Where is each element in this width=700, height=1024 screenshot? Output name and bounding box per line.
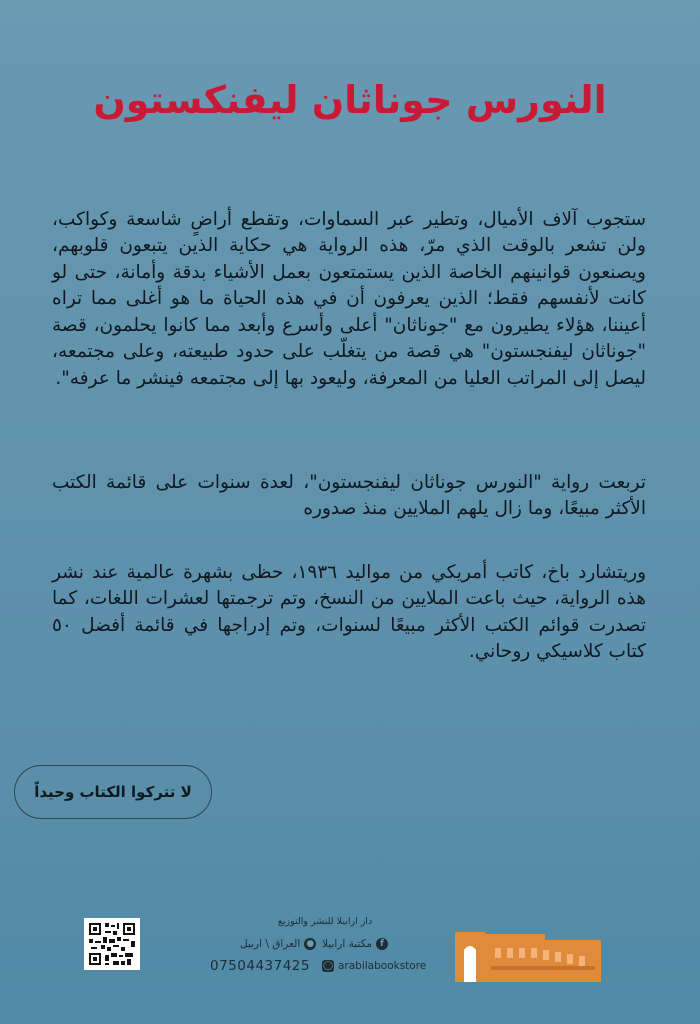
location-icon: ● (304, 938, 316, 950)
instagram-contact (322, 960, 426, 972)
arabila-logo (455, 924, 601, 982)
facebook-icon: f (376, 938, 388, 950)
synopsis-paragraph: ستجوب آلاف الأميال، وتطير عبر السماوات، وتقطع أراضٍ شاسعة وكواكب، ولن تشعر بالوقت الذي مرّ، هذه الرواية هي حكاية الذين يتبعون قلوبهم، ويصنعون قوانينهم الخاصة الذين يستمتعون بعمل الأشياء بدقة وأمانة، حتى لو كانت لأنفسهم فقط؛ الذين يعرفون أن في هذه الحياة ما هو أغلى مما تراه أعيننا، هؤلاء يطيرون مع "جوناثان" أعلى وأسرع وأبعد مما كانوا يحلمون، قصة "جوناثان ليفنجستون" هي قصة من يتغلّب على حدود طبيعته، وعلى مجتمعه، ليصل إلى المراتب العليا من المعرفة، وليعود بها إلى مجتمعه فينشر ما عرفه". (52, 208, 646, 389)
author-paragraph: وريتشارد باخ، كاتب أمريكي من مواليد ١٩٣٦، حظى بشهرة عالمية عند نشر هذه الرواية، حيث باعت الملايين من النسخ، وتم ترجمتها لعشرات اللغات، كما تصدرت قوائم الكتب الأكثر مبيعًا لسنوات، وتم إدراجها في قائمة أفضل ٥٠ كتاب كلاسيكي روحاني. (52, 561, 647, 662)
location-contact (240, 938, 316, 950)
book-title: النورس جوناثان ليفنكستون (93, 78, 607, 122)
phone-contact (210, 958, 310, 974)
tagline-badge (14, 765, 212, 819)
qr-code-icon (87, 921, 137, 967)
bestseller-paragraph: تربعت رواية "النورس جوناثان ليفنجستون"، لعدة سنوات على قائمة الكتب الأكثر مبيعًا، وما زال يلهم الملايين منذ صدوره (52, 471, 646, 519)
publisher-name: دار ارابيلا للنشر والتوزيع (277, 916, 373, 927)
publisher-footer (0, 900, 700, 1024)
instagram-label: arabilabookstore (338, 960, 427, 972)
instagram-icon: ◯ (322, 961, 334, 971)
qr-code (84, 918, 140, 970)
facebook-contact (322, 938, 388, 950)
facebook-label: مكتبة ارابيلا (322, 938, 372, 950)
location-label: العراق \ اربيل (240, 938, 301, 950)
tagline-text: لا تتركوا الكتاب وحيداً (34, 783, 192, 801)
phone-number: 07504437425 (210, 958, 310, 974)
